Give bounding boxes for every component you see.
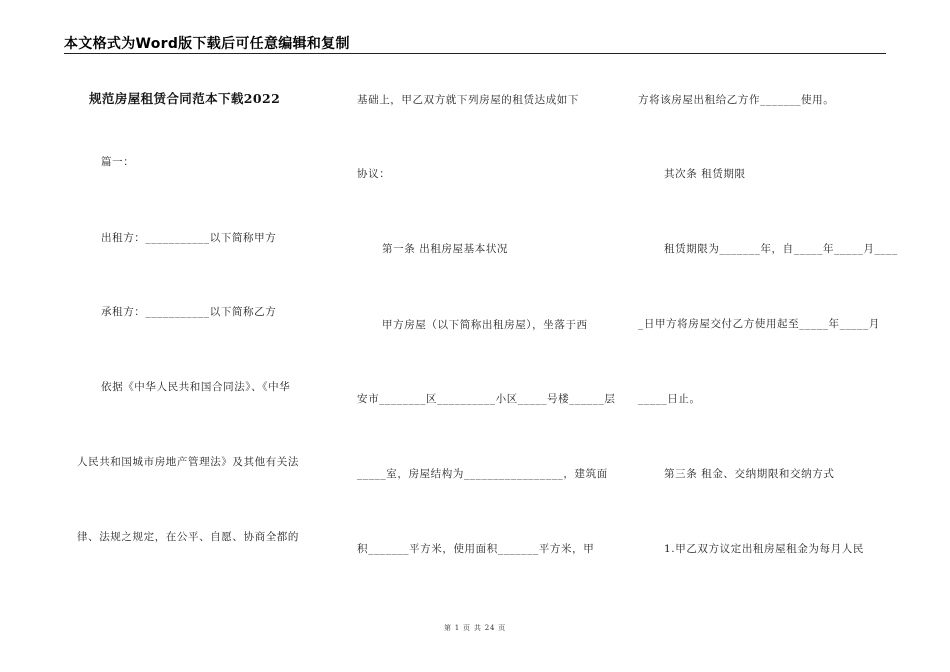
section-heading: 第一条 出租房屋基本状况	[382, 243, 509, 255]
paragraph-line: 依据《中华人民共和国合同法》、《中华	[101, 381, 291, 393]
paragraph-line: 篇一：	[101, 156, 135, 168]
paragraph-line: 安市________区__________小区_____号楼______层	[357, 393, 616, 405]
paragraph-line: 协议：	[357, 168, 391, 180]
page-number: 第 1 页 共 24 页	[443, 624, 507, 632]
paragraph-line: 人民共和国城市房地产管理法》及其他有关法	[77, 456, 299, 468]
text-column-3	[638, 0, 898, 672]
paragraph-line: 律、法规之规定，在公平、自愿、协商全都的	[77, 531, 299, 543]
section-heading: 第三条 租金、交纳期限和交纳方式	[664, 468, 835, 480]
paragraph-line: 租赁期限为_______年，自_____年_____月____	[664, 243, 898, 255]
paragraph-line: 方将该房屋出租给乙方作_______使用。	[638, 94, 835, 106]
paragraph-line: 承租方：___________以下简称乙方	[101, 306, 277, 318]
paragraph-line: 甲方房屋（以下简称出租房屋），坐落于西	[382, 319, 588, 331]
paragraph-line: 基础上，甲乙双方就下列房屋的租赁达成如下	[357, 94, 579, 106]
paragraph-line: _日甲方将房屋交付乙方使用起至_____年_____月	[638, 318, 880, 330]
text-column-1	[75, 0, 335, 672]
section-heading: 其次条 租赁期限	[664, 168, 746, 180]
paragraph-line: 积_______平方米，使用面积_______平方米，甲	[357, 543, 595, 555]
paragraph-line: 1.甲乙双方议定出租房屋租金为每月人民	[664, 543, 864, 555]
text-column-2	[357, 0, 617, 672]
paragraph-line: _____室，房屋结构为_________________，建筑面	[357, 468, 608, 480]
document-header-banner: 本文格式为Word版下载后可任意编辑和复制	[64, 36, 350, 52]
paragraph-line: 出租方：___________以下简称甲方	[101, 232, 277, 244]
document-title: 规范房屋租赁合同范本下载2022	[89, 91, 281, 106]
paragraph-line: _____日止。	[638, 393, 701, 405]
